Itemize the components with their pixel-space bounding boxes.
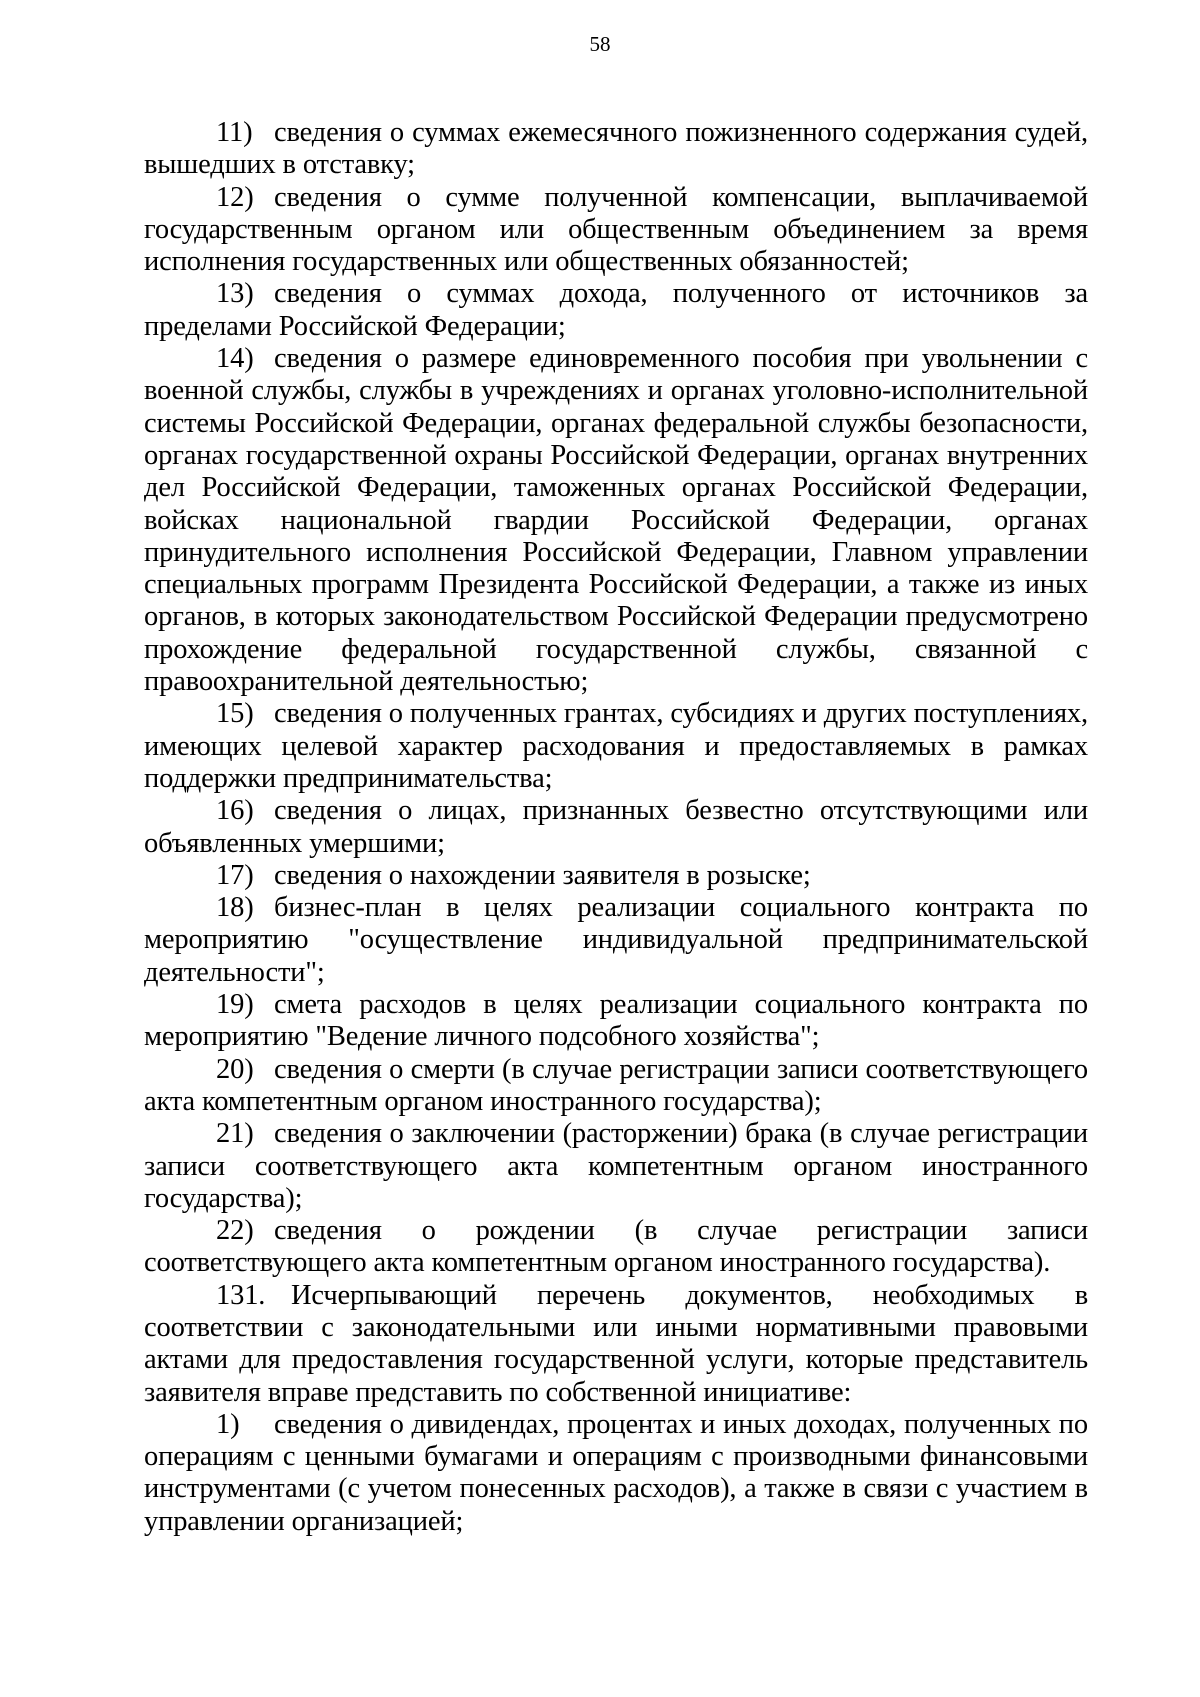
list-item [144, 1215, 1088, 1280]
list-item [144, 892, 1088, 989]
item-number: 11) [216, 117, 253, 148]
item-text: сведения о заключении (расторжении) брака (в случае регистрации записи соответствующего акта компетентным органом иностранного государства); [144, 1118, 1088, 1214]
section-number: 131. [216, 1279, 266, 1311]
list-item [144, 989, 1088, 1054]
item-text: сведения о суммах дохода, полученного от источников за пределами Российской Федерации; [144, 278, 1088, 342]
item-text: сведения о лицах, признанных безвестно отсутствующими или объявленных умершими; [144, 795, 1088, 859]
list-item [144, 795, 1088, 860]
item-text: сведения о дивидендах, процентах и иных доходах, полученных по операциям с ценными бумагами и операциям с производными финансовыми инструментами (с учетом понесенных расходов), а также в связи с участием в управлении организацией; [144, 1408, 1088, 1537]
item-number: 13) [216, 278, 254, 310]
list-item [144, 343, 1088, 698]
item-text: сведения о сумме полученной компенсации, выплачиваемой государственным органом или общественным объединением за время исполнения государственных или общественных обязанностей; [144, 181, 1088, 278]
item-text: сведения о смерти (в случае регистрации записи соответствующего акта компетентным органом иностранного государства); [144, 1053, 1088, 1117]
item-text: сведения о нахождении заявителя в розыске; [274, 859, 811, 891]
section-text: Исчерпывающий перечень документов, необходимых в соответствии с законодательными или иными нормативными правовыми актами для предоставления государственной услуги, которые представитель заявителя вправе представить по собственной инициативе: [144, 1279, 1088, 1408]
document-body [144, 117, 1088, 1538]
item-number: 18) [216, 892, 254, 924]
list-item [144, 278, 1088, 343]
list-item [144, 117, 1088, 182]
item-text: сведения о полученных грантах, субсидиях и других поступлениях, имеющих целевой характер расходования и предоставляемых в рамках поддержки предпринимательства; [144, 698, 1088, 794]
item-number: 21) [216, 1118, 254, 1150]
list-item [144, 182, 1088, 279]
item-text: смета расходов в целях реализации социального контракта по мероприятию "Ведение личного подсобного хозяйства"; [144, 989, 1088, 1053]
list-item [144, 1054, 1088, 1119]
item-number: 20) [216, 1053, 254, 1085]
page-number: 58 [589, 32, 611, 56]
item-number: 15) [216, 698, 254, 730]
item-number: 1) [216, 1408, 240, 1440]
item-text: бизнес-план в целях реализации социального контракта по мероприятию "осуществление индивидуальной предпринимательской деятельности"; [144, 892, 1088, 988]
item-number: 12) [216, 181, 254, 213]
item-number: 19) [216, 989, 254, 1021]
item-number: 14) [216, 343, 254, 375]
list-item [144, 1118, 1088, 1215]
item-text: сведения о размере единовременного пособия при увольнении с военной службы, службы в учреждениях и органах уголовно-исполнительной системы Российской Федерации, органах федеральной службы безопасности, органах государственной охраны Российской Федерации, органах внутренних дел Российской Федерации, таможенных органах Российской Федерации, войсках национальной гвардии Российской Федерации, органах принудительного исполнения Российской Федерации, Главном управлении специальных программ Президента Российской Федерации, а также из иных органов, в которых законодательством Российской Федерации предусмотрено прохождение федеральной государственной службы, связанной с правоохранительной деятельностью; [144, 343, 1088, 698]
item-number: 17) [216, 859, 254, 891]
list-item [144, 860, 1088, 892]
item-text: сведения о рождении (в случае регистрации записи соответствующего акта компетентным органом иностранного государства). [144, 1215, 1088, 1279]
item-text: сведения о суммах ежемесячного пожизненного содержания судей, вышедших в отставку; [144, 117, 1088, 181]
list-item [144, 1409, 1088, 1538]
item-number: 16) [216, 795, 254, 827]
list-item [144, 698, 1088, 795]
section-item [144, 1280, 1088, 1409]
item-number: 22) [216, 1215, 254, 1247]
